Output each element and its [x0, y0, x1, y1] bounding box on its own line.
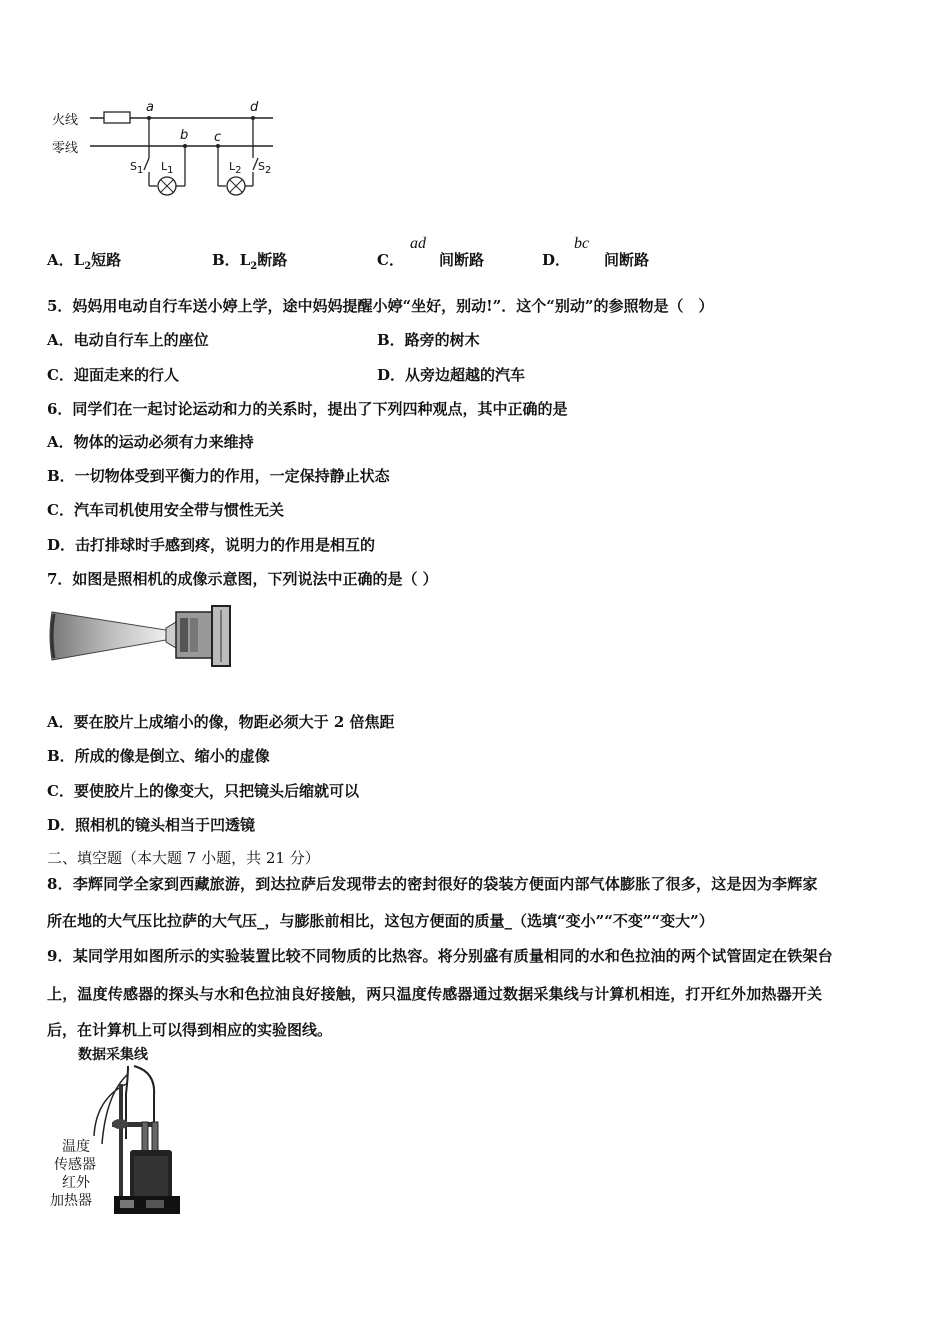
q7-stem: 7．如图是照相机的成像示意图，下列说法中正确的是（ ）: [47, 570, 438, 588]
q6-stem: 6．同学们在一起讨论运动和力的关系时，提出了下列四种观点，其中正确的是: [47, 400, 568, 418]
q5-option-c: C．迎面走来的行人: [47, 366, 179, 384]
q4-option-d: D． bc 间断路: [542, 235, 650, 269]
q7-option-b: B．所成的像是倒立、缩小的虚像: [47, 747, 270, 765]
q9-line-3: 后，在计算机上可以得到相应的实验图线。: [47, 1021, 333, 1039]
circuit-diagram: [48, 98, 288, 208]
q6-option-b: B．一切物体受到平衡力的作用，一定保持静止状态: [47, 467, 390, 485]
q7-option-a: A．要在胶片上成缩小的像，物距必须大于 2 倍焦距: [47, 713, 395, 731]
q5-option-d: D．从旁边超越的汽车: [377, 366, 526, 384]
neutral-wire-label: 零线: [52, 141, 79, 156]
point-c-label: c: [214, 130, 222, 145]
fuse: [104, 112, 130, 123]
q9-line-2: 上，温度传感器的探头与水和色拉油良好接触，两只温度传感器通过数据采集线与计算机相连，打开红外加热器开关: [47, 985, 823, 1003]
q7-option-c: C．要使胶片上的像变大，只把镜头后缩就可以: [47, 782, 359, 800]
heater-label-1: 红外: [62, 1175, 90, 1191]
point-a-label: a: [146, 100, 154, 115]
point-d-label: d: [250, 100, 259, 115]
switch-s1-label: $S_1$: [130, 160, 144, 177]
q5-stem: 5．妈妈用电动自行车送小婷上学，途中妈妈提醒小婷“坐好，别动!”．这个“别动”的参照物是（ ）: [47, 297, 714, 315]
heater-label-2: 加热器: [50, 1193, 92, 1209]
q8-line-2: 所在地的大气压比拉萨的大气压_，与膨胀前相比，这包方便面的质量_（选填“变小”“不变”“变大”）: [47, 912, 714, 930]
q9-line-1: 9．某同学用如图所示的实验装置比较不同物质的比热容。将分别盛有质量相同的水和色拉油的两个试管固定在铁架台: [47, 947, 833, 965]
point-b-label: b: [180, 128, 189, 143]
q4-option-c: C． ad 间断路: [377, 235, 484, 269]
q6-option-a: A．物体的运动必须有力来维持: [47, 433, 254, 451]
camera-diagram: [48, 600, 238, 670]
data-line-label: 数据采集线: [78, 1047, 148, 1063]
q5-option-a: A．电动自行车上的座位: [47, 331, 209, 349]
switch-s2-label: $S_2$: [258, 160, 272, 177]
lamp-l1-label: $L_1$: [161, 160, 174, 177]
q8-line-1: 8．李辉同学全家到西藏旅游，到达拉萨后发现带去的密封很好的袋装方便面内部气体膨胀了很多，这是因为李辉家: [47, 875, 818, 893]
camera-svg: [48, 600, 238, 670]
sensor-label-1: 温度: [62, 1139, 90, 1155]
q4-option-a: A．$L_2$短路: [47, 251, 122, 272]
section-2-heading: 二、填空题（本大题 7 小题，共 21 分）: [47, 849, 320, 867]
sensor-label-2: 传感器: [54, 1157, 96, 1173]
lamp-l2-label: $L_2$: [229, 160, 242, 177]
q4-option-b: B．$L_2$断路: [212, 251, 288, 272]
q5-option-b: B．路旁的树木: [377, 331, 480, 349]
q6-option-d: D．击打排球时手感到疼，说明力的作用是相互的: [47, 536, 376, 554]
live-wire-label: 火线: [52, 113, 79, 128]
q7-option-d: D．照相机的镜头相当于凹透镜: [47, 816, 256, 834]
q6-option-c: C．汽车司机使用安全带与惯性无关: [47, 501, 284, 519]
apparatus-diagram: [46, 1044, 186, 1219]
